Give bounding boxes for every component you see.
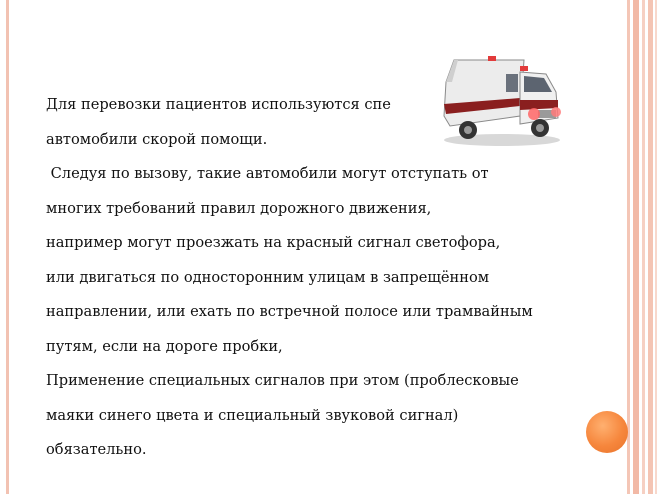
left-decor-stripe <box>6 0 9 494</box>
text-line: маяки синего цвета и специальный звуковой сигнал) <box>46 406 459 424</box>
right-decor-stripe <box>655 0 657 494</box>
text-line: многих требований правил дорожного движения, <box>46 199 432 217</box>
text-line: путям, если на дороге пробки, <box>46 337 283 355</box>
text-line: обязательно. <box>46 441 147 458</box>
text-line: Для перевозки пациентов используются спе <box>46 96 391 113</box>
text-line: Применение специальных сигналов при этом (проблесковые <box>46 372 519 389</box>
right-decor-stripe <box>648 0 653 494</box>
ambulance-image <box>428 52 568 148</box>
text-line: Следуя по вызову, такие автомобили могут отступать от <box>46 165 489 182</box>
text-line: например могут проезжать на красный сигнал светофора, <box>46 234 501 251</box>
text-line: или двигаться по односторонним улицам в запрещённом <box>46 268 490 286</box>
orange-circle-decor <box>586 411 628 453</box>
text-line: направлении, или ехать по встречной полосе или трамвайным <box>46 303 533 320</box>
right-decor-stripe <box>633 0 639 494</box>
text-line: автомобили скорой помощи. <box>46 130 268 148</box>
right-decor-stripe <box>642 0 645 494</box>
right-decor-stripe <box>627 0 630 494</box>
